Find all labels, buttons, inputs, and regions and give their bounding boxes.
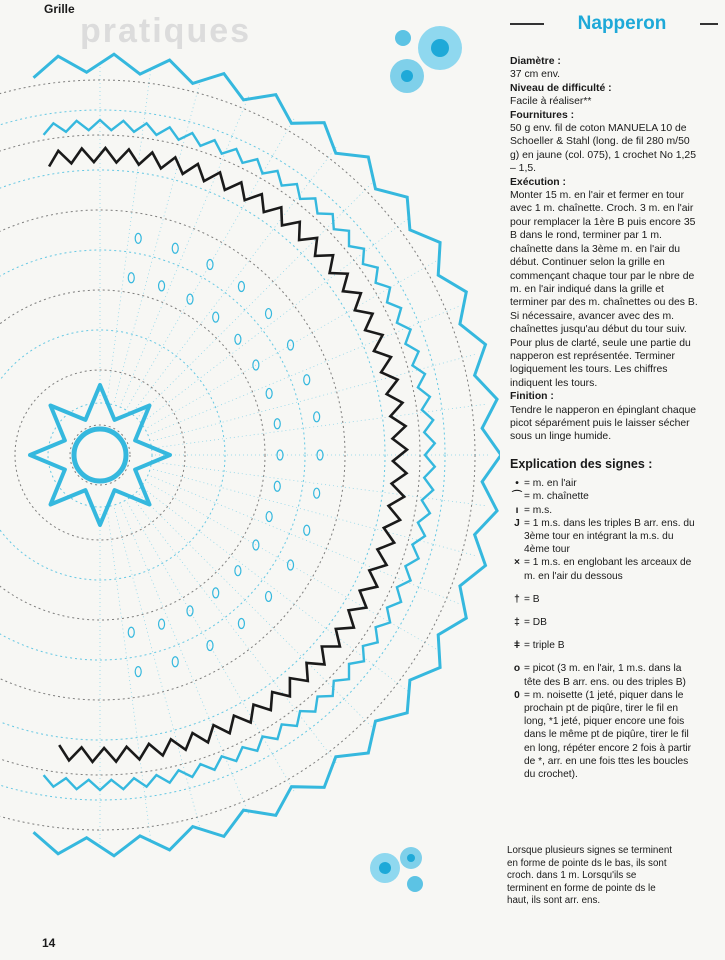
joined-single-crochet-icon: J (514, 517, 520, 529)
background-watermark: pratiques (80, 12, 252, 50)
picot-mark (314, 412, 320, 422)
picot-mark (274, 419, 280, 429)
legend (510, 458, 700, 781)
chart-spoke (128, 503, 296, 793)
chart-spoke (121, 95, 249, 404)
legend-title: Explication des signes : (510, 457, 653, 471)
title-rule-left (510, 23, 544, 25)
picot-mark (135, 233, 141, 243)
flower-icon (390, 26, 462, 93)
center-ring (74, 429, 126, 481)
slip-stitch-icon: ⌒ (511, 491, 523, 503)
picot-mark (304, 375, 310, 385)
niveau-label: Niveau de difficulté : (510, 82, 612, 94)
legend-item: † = B (510, 593, 700, 606)
picot-mark (304, 525, 310, 535)
chart-spoke (139, 179, 376, 416)
picot-mark (172, 657, 178, 667)
chart-round (48, 403, 152, 507)
page-number: 14 (42, 936, 56, 950)
chart-round (0, 210, 345, 700)
picot-mark (266, 309, 272, 319)
diametre-label: Diamètre : (510, 56, 561, 67)
picot-mark (135, 667, 141, 677)
niveau-value: Facile à réaliser** (510, 96, 592, 108)
picot-mark (172, 243, 178, 253)
chart-spoke (114, 508, 201, 832)
picot-mark (235, 334, 241, 344)
execution-label: Exécution : (510, 176, 567, 188)
execution-value: Monter 15 m. en l'air et fermer en tour avec 1 m. chaînette. Croch. 3 m. en l'air pour remplacer la 1ère B puis encore 35 B dans le rond, terminer par 1 m. chaînette dans la 3ème m. en l'air du début. Continuer selon la grille en commençant chaque tour par le nbre de m. en l'air indiqué dans la grille et terminer par des m. chaînettes ou des B. Si nécessaire, avancer avec des m. chaînettes jusqu'au début du tour suiv. Pour plus de clarté, seule une partie du napperon est représentée. Terminer logiquement les tours. Les chiffres indiquent les tours. (510, 190, 698, 389)
footnote: Lorsque plusieurs signes se terminent en forme de pointe ds le bas, ils sont croch. dans 1 m. Lorsqu'ils se terminent en forme de pointe ds le haut, ils sont arr. ens. (507, 845, 673, 907)
picot-mark (266, 512, 272, 522)
picot-mark (238, 281, 244, 291)
chart-spoke (151, 306, 460, 434)
picot-mark (235, 566, 241, 576)
bobble-stitch-icon: 0 (514, 689, 520, 701)
chart-spoke (151, 476, 460, 604)
picot-icon: o (513, 663, 521, 675)
picot-mark (238, 619, 244, 629)
zigzag-round (49, 148, 407, 762)
title-rule-right (700, 23, 718, 25)
chart-spoke (107, 510, 151, 842)
single-crochet-icon: ı (515, 504, 519, 516)
chart-spoke (155, 404, 487, 448)
chart-spoke (144, 488, 410, 692)
treble-crochet-icon: ‡ (514, 617, 520, 629)
fournitures-value: 50 g env. fil de coton MANUELA 10 de Schoeller & Stahl (long. de fil 280 m/50 g) en jaune (col. 075), 1 crochet No 1,25 – 1,5. (510, 123, 696, 175)
legend-item: 0 = m. noisette (1 jeté, piquer dans le prochain pt de piqûre, tirer le fil en long, *1 jeté, piquer encore une fois dans le même pt de piqûre, tirer le fil en long, répéter encore 2 fois à partir de *, arr. en une fois ttes les boucles du crochet). (510, 689, 700, 781)
finition-value: Tendre le napperon en épinglant chaque picot séparément puis le laisser sécher sous un linge humide. (510, 404, 697, 443)
chart-spoke (133, 499, 337, 765)
finition-label: Finition : (510, 391, 554, 403)
picot-mark (314, 488, 320, 498)
triple-treble-icon: ǂ (514, 640, 520, 652)
title-row (510, 12, 718, 36)
grille-label: Grille (44, 2, 75, 16)
diametre-value: 37 cm env. (510, 69, 561, 81)
chart-spoke (128, 117, 296, 407)
flower-decoration-bottom (365, 840, 435, 900)
picot-mark (128, 627, 134, 637)
legend-item: × = 1 m.s. en englobant les arceaux de m. en l'air du dessous (510, 556, 700, 582)
instructions (510, 55, 700, 444)
picot-mark (159, 281, 165, 291)
legend-item: J = 1 m.s. dans les triples B arr. ens. du 3ème tour en intégrant la m.s. du 4ème tour (510, 517, 700, 557)
flower-decoration (385, 18, 475, 98)
picot-mark (266, 388, 272, 398)
chain-stitch-icon: • (515, 478, 519, 490)
legend-item: o = picot (3 m. en l'air, 1 m.s. dans la tête des B arr. ens. ou des triples B) (510, 662, 700, 688)
picot-mark (213, 312, 219, 322)
legend-item: ‡ = DB (510, 616, 700, 629)
center-star (30, 385, 170, 525)
page-title: Napperon (577, 13, 667, 34)
legend-item: ı = m.s. (510, 504, 700, 517)
chart-round (70, 425, 130, 485)
double-crochet-icon: † (514, 593, 520, 605)
legend-item: ⌒ = m. chaînette (511, 491, 589, 503)
enclosing-single-crochet-icon: × (514, 557, 520, 569)
chart-spoke (107, 68, 151, 400)
fournitures-label: Fournitures : (510, 109, 575, 121)
legend-item: • = m. en l'air (510, 477, 700, 490)
chart-spoke (121, 506, 249, 815)
picot-mark (159, 619, 165, 629)
chart-spoke (155, 462, 487, 506)
zigzag-round (34, 54, 501, 856)
flower-icon (370, 847, 423, 892)
picot-mark (128, 273, 134, 283)
chart-round (0, 110, 445, 800)
chart-spoke (148, 483, 438, 651)
picot-mark (274, 481, 280, 491)
picot-mark (213, 588, 219, 598)
chart-spoke (148, 260, 438, 428)
chart-round (0, 135, 420, 775)
chart-spoke (114, 78, 201, 402)
legend-item: ǂ = triple B (510, 639, 700, 652)
chart-spoke (139, 494, 376, 731)
picot-mark (266, 591, 272, 601)
